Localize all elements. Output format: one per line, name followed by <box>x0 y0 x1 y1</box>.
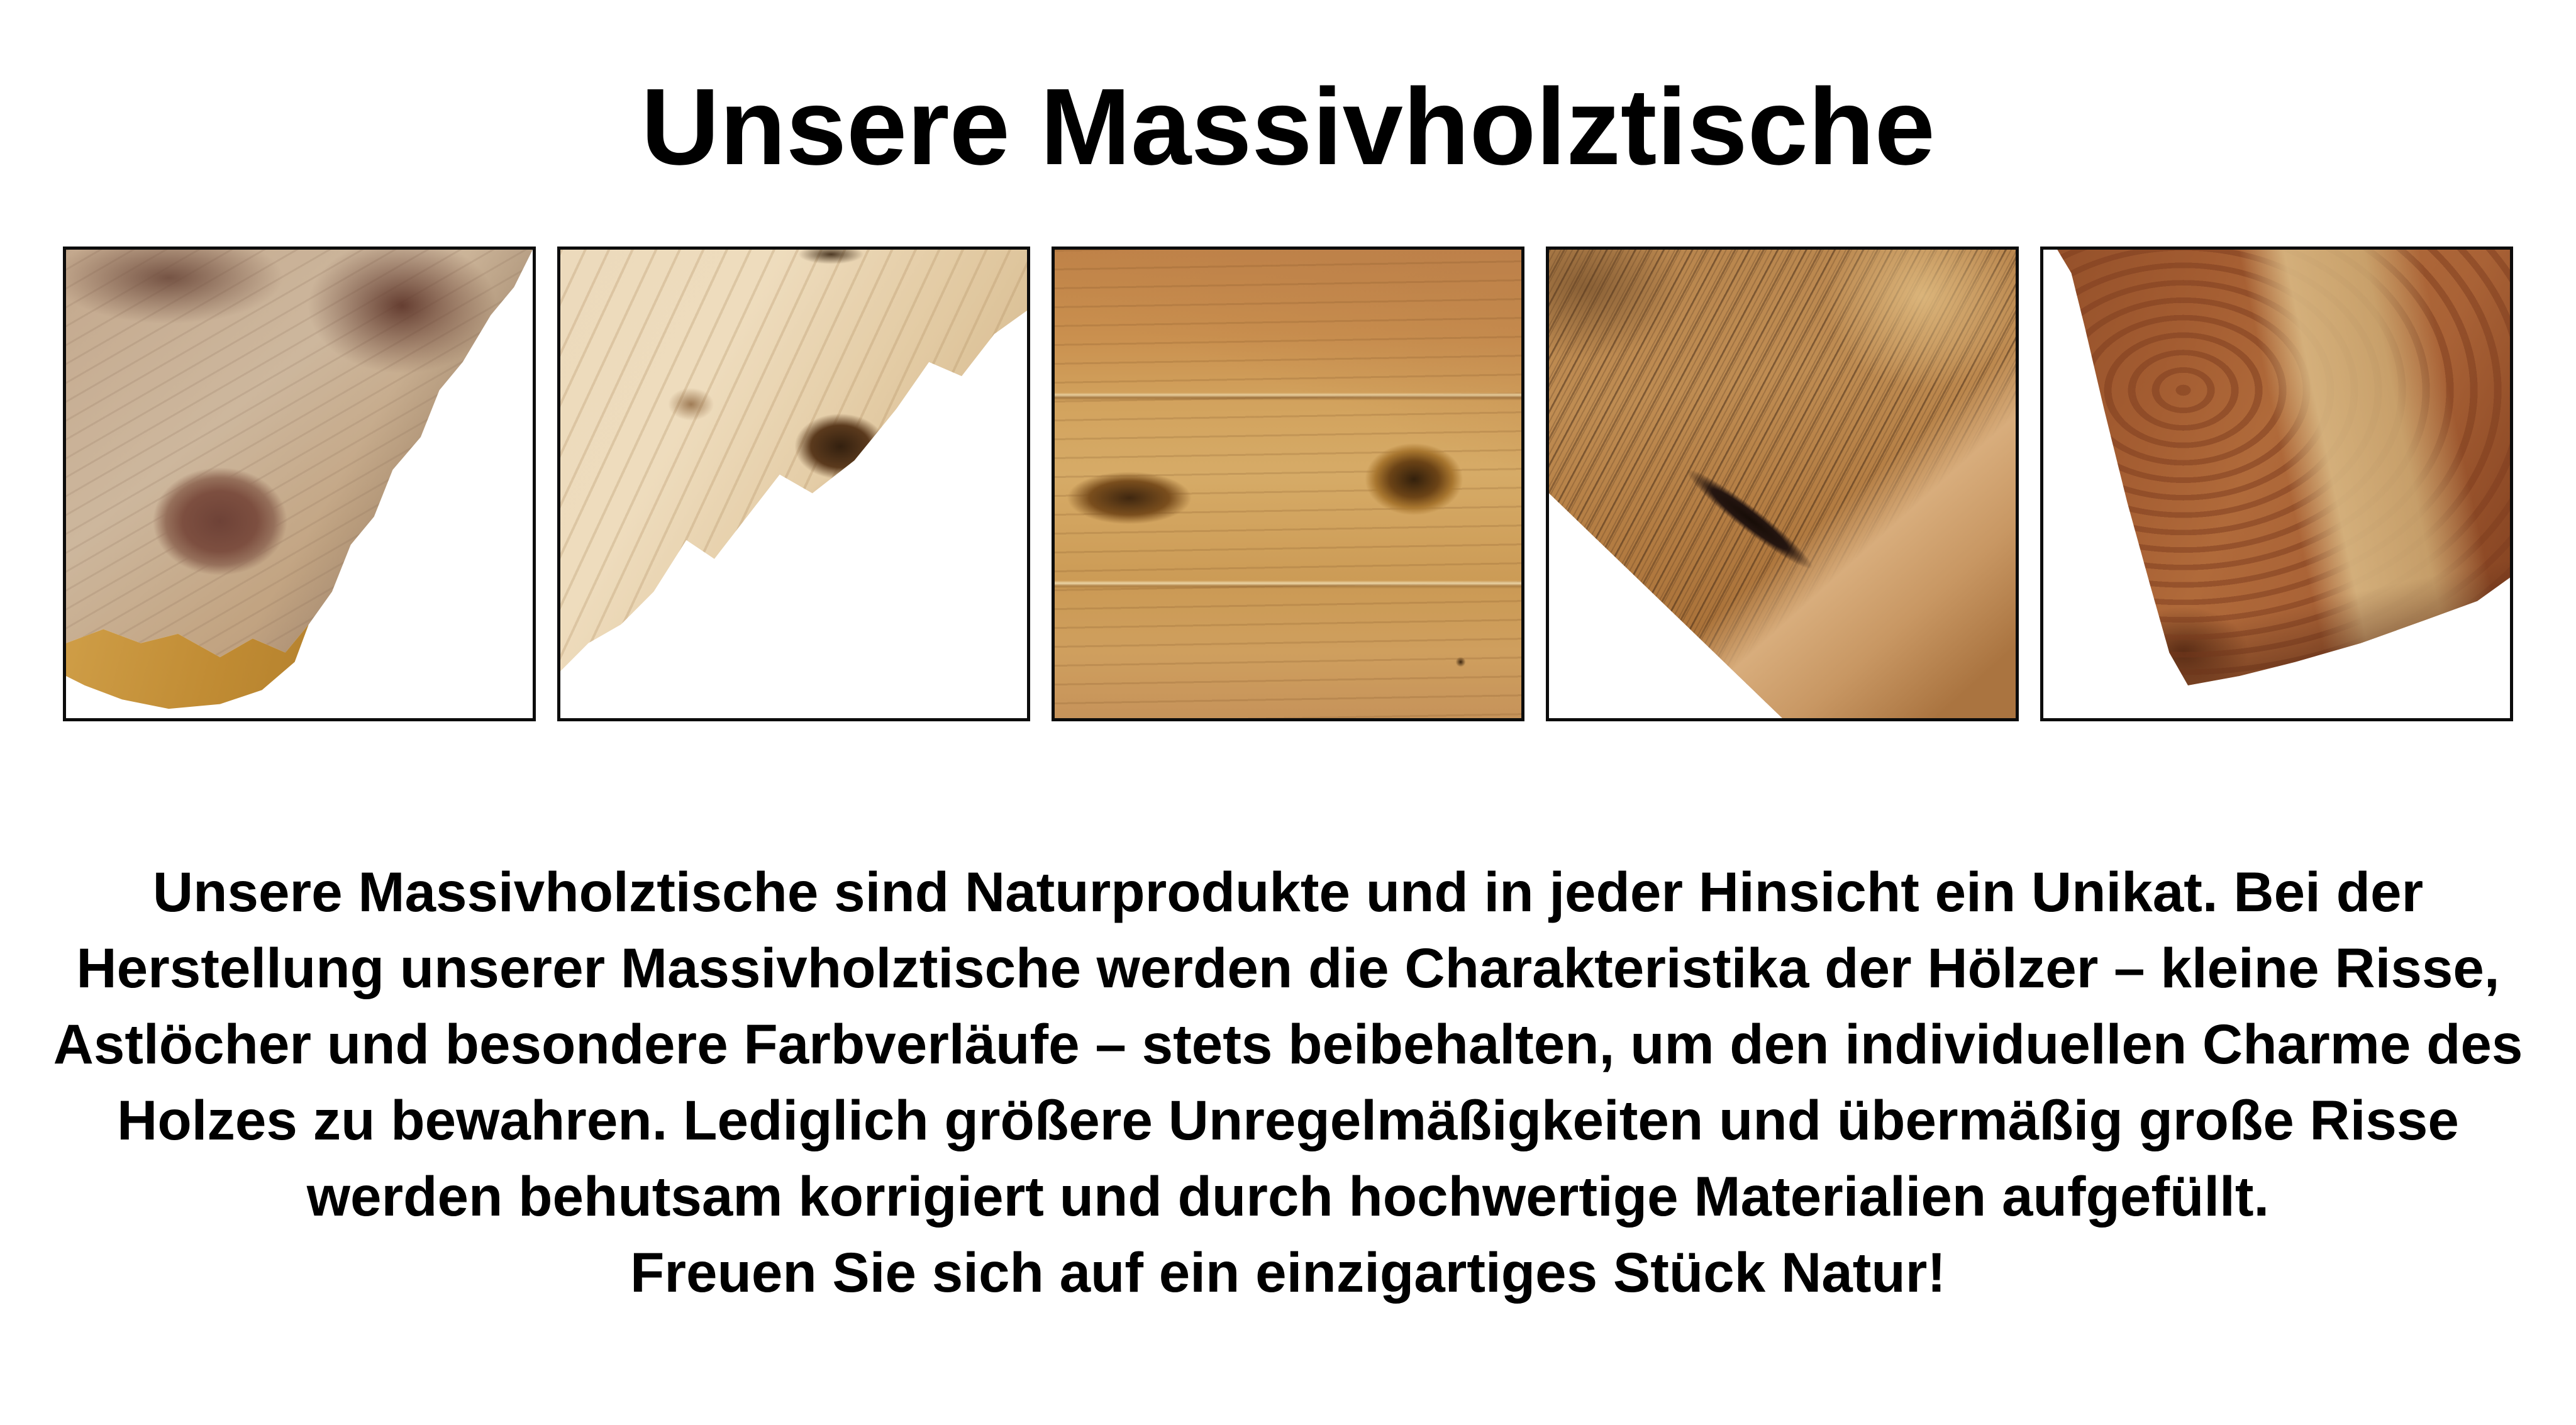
wood-texture-rough-sawn <box>1549 250 2016 718</box>
wood-texture-sheesham-grain <box>2043 250 2510 718</box>
wood-photo-surface-knots <box>1052 247 1524 721</box>
wood-photo-sheesham-corner <box>63 247 536 721</box>
description-line: Holzes zu bewahren. Lediglich größere Unregelmäßigkeiten und übermäßig große Risse <box>117 1089 2459 1151</box>
description-line: Unsere Massivholztische sind Naturprodukte und in jeder Hinsicht ein Unikat. Bei der <box>152 860 2424 923</box>
wood-texture-surface-knots <box>1055 250 1521 718</box>
wood-texture-acacia-live-edge <box>560 250 1027 718</box>
product-description <box>0 854 2576 1311</box>
description-line: Freuen Sie sich auf ein einzigartiges Stück Natur! <box>630 1241 1946 1304</box>
description-line: werden behutsam korrigiert und durch hochwertige Materialien aufgefüllt. <box>306 1165 2270 1228</box>
wood-photo-rough-sawn-edge <box>1546 247 2019 721</box>
description-line: Astlöcher und besondere Farbverläufe – stets beibehalten, um den individuellen Charme des <box>53 1012 2523 1075</box>
wood-crack-detail <box>1680 461 1819 577</box>
wood-image-gallery <box>0 247 2576 721</box>
wood-photo-acacia-live-edge <box>557 247 1030 721</box>
description-line: Herstellung unserer Massivholztische werden die Charakteristika der Hölzer – kleine Risse, <box>76 936 2500 999</box>
page-title: Unsere Massivholztische <box>641 65 1935 187</box>
wood-photo-sheesham-grain-corner <box>2040 247 2513 721</box>
